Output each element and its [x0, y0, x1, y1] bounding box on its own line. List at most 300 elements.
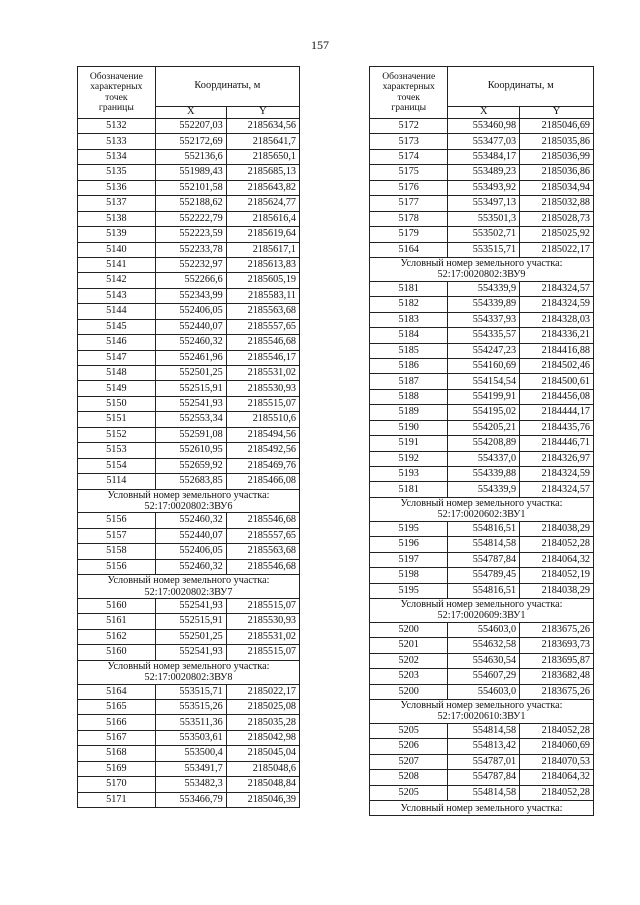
y-coordinate-cell: 2185510,6: [226, 412, 299, 427]
table-row: [78, 196, 300, 211]
y-coordinate-cell: 2185032,88: [520, 196, 594, 211]
land-plot-heading-label: Условный номер земельного участка:: [400, 497, 563, 509]
x-coordinate-cell: 554814,58: [448, 537, 520, 552]
point-id-cell: 5189: [370, 405, 448, 420]
point-id-cell: 5138: [78, 211, 156, 226]
point-id-cell: 5160: [78, 598, 156, 613]
point-id-cell: 5191: [370, 436, 448, 451]
table-row: [370, 227, 594, 242]
y-coordinate-cell: 2184038,29: [520, 521, 594, 536]
x-coordinate-cell: 552266,6: [155, 273, 226, 288]
coordinates-table-right: [369, 66, 594, 816]
y-coordinate-cell: 2185466,08: [226, 474, 299, 489]
point-id-cell: 5135: [78, 165, 156, 180]
table-row: [370, 389, 594, 404]
table-row: [370, 180, 594, 195]
table-row: [78, 211, 300, 226]
point-id-cell: 5186: [370, 358, 448, 373]
x-coordinate-cell: 553500,4: [155, 746, 226, 761]
point-id-cell: 5164: [78, 684, 156, 699]
x-coordinate-cell: 554787,84: [448, 770, 520, 785]
point-id-cell: 5202: [370, 653, 448, 668]
x-coordinate-cell: 552207,03: [155, 119, 226, 134]
land-plot-heading-label: Условный номер земельного участка:: [370, 801, 594, 816]
table-row: [78, 715, 300, 730]
x-coordinate-cell: 553497,13: [448, 196, 520, 211]
x-coordinate-cell: 552610,95: [155, 443, 226, 458]
x-coordinate-cell: 554154,54: [448, 374, 520, 389]
y-coordinate-cell: 2184070,53: [520, 754, 594, 769]
table-row: [370, 482, 594, 497]
y-coordinate-cell: 2185469,76: [226, 458, 299, 473]
header-point-label: [78, 67, 156, 119]
table-row: [78, 242, 300, 257]
point-id-cell: 5149: [78, 381, 156, 396]
point-id-cell: 5141: [78, 257, 156, 272]
y-coordinate-cell: 2184326,97: [520, 451, 594, 466]
x-coordinate-cell: 552406,05: [155, 544, 226, 559]
y-coordinate-cell: 2185048,6: [226, 761, 299, 776]
land-plot-heading: [370, 497, 594, 521]
header-coordinates-title: Координаты, м: [155, 67, 299, 107]
x-coordinate-cell: 554339,9: [448, 482, 520, 497]
x-coordinate-cell: 553482,3: [155, 777, 226, 792]
point-id-cell: 5157: [78, 528, 156, 543]
land-plot-number: 52:17:0020802:ЗВУ9: [437, 269, 526, 281]
land-plot-heading-label: Условный номер земельного участка:: [107, 489, 270, 501]
y-coordinate-cell: 2183695,87: [520, 653, 594, 668]
point-id-cell: 5195: [370, 521, 448, 536]
table-row: [370, 537, 594, 552]
y-coordinate-cell: 2185546,68: [226, 559, 299, 574]
y-coordinate-cell: 2185563,68: [226, 544, 299, 559]
land-plot-heading-label: Условный номер земельного участка:: [400, 257, 563, 269]
x-coordinate-cell: 552461,96: [155, 350, 226, 365]
point-id-cell: 5200: [370, 622, 448, 637]
x-coordinate-cell: 553501,3: [448, 211, 520, 226]
land-plot-heading: [370, 257, 594, 281]
y-coordinate-cell: 2184435,76: [520, 420, 594, 435]
point-id-cell: 5200: [370, 684, 448, 699]
y-coordinate-cell: 2184060,69: [520, 739, 594, 754]
y-coordinate-cell: 2184052,19: [520, 568, 594, 583]
point-id-cell: 5178: [370, 211, 448, 226]
x-coordinate-cell: 554205,21: [448, 420, 520, 435]
point-id-cell: 5171: [78, 792, 156, 807]
x-coordinate-cell: 553511,36: [155, 715, 226, 730]
x-coordinate-cell: 554603,0: [448, 622, 520, 637]
y-coordinate-cell: 2184052,28: [520, 785, 594, 800]
y-coordinate-cell: 2184064,32: [520, 552, 594, 567]
x-coordinate-cell: 554787,01: [448, 754, 520, 769]
table-row: [78, 149, 300, 164]
table-row: [78, 730, 300, 745]
point-id-cell: 5166: [78, 715, 156, 730]
x-coordinate-cell: 553515,71: [155, 684, 226, 699]
x-coordinate-cell: 552188,62: [155, 196, 226, 211]
x-coordinate-cell: 553493,92: [448, 180, 520, 195]
y-coordinate-cell: 2185515,07: [226, 598, 299, 613]
table-row: [370, 374, 594, 389]
point-id-cell: 5164: [370, 242, 448, 257]
table-row: [78, 443, 300, 458]
y-coordinate-cell: 2185022,17: [226, 684, 299, 699]
point-id-cell: 5173: [370, 134, 448, 149]
y-coordinate-cell: 2185617,1: [226, 242, 299, 257]
x-coordinate-cell: 552343,99: [155, 288, 226, 303]
point-id-cell: 5197: [370, 552, 448, 567]
table-row: [78, 645, 300, 660]
land-plot-heading-row: [78, 489, 300, 513]
header-label-line: характерных: [90, 81, 143, 93]
x-coordinate-cell: 554339,89: [448, 297, 520, 312]
point-id-cell: 5167: [78, 730, 156, 745]
land-plot-number: 52:17:0020602:ЗВУ1: [437, 509, 526, 521]
point-id-cell: 5208: [370, 770, 448, 785]
point-id-cell: 5144: [78, 304, 156, 319]
table-row: [370, 638, 594, 653]
table-row: [370, 739, 594, 754]
x-coordinate-cell: 554607,29: [448, 669, 520, 684]
point-id-cell: 5201: [370, 638, 448, 653]
land-plot-number: 52:17:0020802:ЗВУ6: [144, 500, 233, 512]
x-coordinate-cell: 553502,71: [448, 227, 520, 242]
table-row: [370, 552, 594, 567]
table-row: [78, 684, 300, 699]
point-id-cell: 5162: [78, 629, 156, 644]
x-coordinate-cell: 554787,84: [448, 552, 520, 567]
x-coordinate-cell: 554813,42: [448, 739, 520, 754]
table-row: [78, 366, 300, 381]
table-row: [370, 770, 594, 785]
table-row: [78, 396, 300, 411]
x-coordinate-cell: 552232,97: [155, 257, 226, 272]
table-row: [78, 761, 300, 776]
header-label-line: характерных: [382, 81, 435, 93]
table-row: [78, 273, 300, 288]
x-coordinate-cell: 554339,88: [448, 467, 520, 482]
y-coordinate-cell: 2185494,56: [226, 427, 299, 442]
x-coordinate-cell: 552683,85: [155, 474, 226, 489]
table-row: [370, 196, 594, 211]
point-id-cell: 5147: [78, 350, 156, 365]
y-coordinate-cell: 2184328,03: [520, 312, 594, 327]
table-row: [78, 474, 300, 489]
header-coordinates-title: Координаты, м: [448, 67, 594, 107]
table-row: [78, 777, 300, 792]
y-coordinate-cell: 2184456,08: [520, 389, 594, 404]
y-coordinate-cell: 2185530,93: [226, 614, 299, 629]
point-id-cell: 5181: [370, 482, 448, 497]
point-id-cell: 5140: [78, 242, 156, 257]
y-coordinate-cell: 2185515,07: [226, 645, 299, 660]
point-id-cell: 5143: [78, 288, 156, 303]
table-row: [370, 467, 594, 482]
table-row: [370, 358, 594, 373]
y-coordinate-cell: 2184336,21: [520, 328, 594, 343]
x-coordinate-cell: 552136,6: [155, 149, 226, 164]
land-plot-heading: [78, 489, 300, 513]
x-coordinate-cell: 551989,43: [155, 165, 226, 180]
land-plot-heading-row: [78, 660, 300, 684]
y-coordinate-cell: 2185042,98: [226, 730, 299, 745]
x-coordinate-cell: 553477,03: [448, 134, 520, 149]
y-coordinate-cell: 2184038,29: [520, 583, 594, 598]
x-coordinate-cell: 552659,92: [155, 458, 226, 473]
point-id-cell: 5134: [78, 149, 156, 164]
y-coordinate-cell: 2184324,57: [520, 281, 594, 296]
header-label-line: границы: [98, 101, 134, 113]
table-row: [78, 699, 300, 714]
x-coordinate-cell: 552501,25: [155, 366, 226, 381]
x-coordinate-cell: 552101,58: [155, 180, 226, 195]
y-coordinate-cell: 2185036,86: [520, 165, 594, 180]
y-coordinate-cell: 2185531,02: [226, 629, 299, 644]
point-id-cell: 5168: [78, 746, 156, 761]
y-coordinate-cell: 2185036,99: [520, 149, 594, 164]
x-coordinate-cell: 552440,07: [155, 528, 226, 543]
table-row: [78, 227, 300, 242]
point-id-cell: 5150: [78, 396, 156, 411]
y-coordinate-cell: 2184064,32: [520, 770, 594, 785]
land-plot-heading-row: [370, 598, 594, 622]
table-row: [370, 754, 594, 769]
table-row: [370, 312, 594, 327]
y-coordinate-cell: 2185046,69: [520, 119, 594, 134]
y-coordinate-cell: 2184500,61: [520, 374, 594, 389]
point-id-cell: 5152: [78, 427, 156, 442]
y-coordinate-cell: 2185624,77: [226, 196, 299, 211]
y-coordinate-cell: 2184446,71: [520, 436, 594, 451]
x-coordinate-cell: 552515,91: [155, 381, 226, 396]
point-id-cell: 5184: [370, 328, 448, 343]
point-id-cell: 5183: [370, 312, 448, 327]
table-row: [78, 350, 300, 365]
point-id-cell: 5198: [370, 568, 448, 583]
coordinates-table-left: [77, 66, 300, 808]
y-coordinate-cell: 2184444,17: [520, 405, 594, 420]
table-row: [370, 568, 594, 583]
y-coordinate-cell: 2185022,17: [520, 242, 594, 257]
x-coordinate-cell: 553503,61: [155, 730, 226, 745]
point-id-cell: 5161: [78, 614, 156, 629]
land-plot-heading-label: Условный номер земельного участка:: [107, 660, 270, 672]
x-coordinate-cell: 554247,23: [448, 343, 520, 358]
land-plot-heading-row: [370, 257, 594, 281]
land-plot-heading-label: Условный номер земельного участка:: [400, 598, 563, 610]
table-row: [78, 614, 300, 629]
y-coordinate-cell: 2185035,86: [520, 134, 594, 149]
x-coordinate-cell: 552541,93: [155, 645, 226, 660]
x-coordinate-cell: 554603,0: [448, 684, 520, 699]
point-id-cell: 5207: [370, 754, 448, 769]
table-row: [370, 723, 594, 738]
y-coordinate-cell: 2185531,02: [226, 366, 299, 381]
point-id-cell: 5174: [370, 149, 448, 164]
point-id-cell: 5185: [370, 343, 448, 358]
y-coordinate-cell: 2185583,11: [226, 288, 299, 303]
table-row: [370, 343, 594, 358]
table-row: [78, 544, 300, 559]
x-coordinate-cell: 553515,26: [155, 699, 226, 714]
point-id-cell: 5195: [370, 583, 448, 598]
x-coordinate-cell: 552222,79: [155, 211, 226, 226]
table-row: [78, 528, 300, 543]
header-y-label: Y: [226, 107, 299, 119]
x-coordinate-cell: 553491,7: [155, 761, 226, 776]
y-coordinate-cell: 2184324,59: [520, 297, 594, 312]
y-coordinate-cell: 2185546,17: [226, 350, 299, 365]
x-coordinate-cell: 554199,91: [448, 389, 520, 404]
point-id-cell: 5190: [370, 420, 448, 435]
y-coordinate-cell: 2185048,84: [226, 777, 299, 792]
y-coordinate-cell: 2184324,57: [520, 482, 594, 497]
y-coordinate-cell: 2185530,93: [226, 381, 299, 396]
point-id-cell: 5170: [78, 777, 156, 792]
table-row: [370, 583, 594, 598]
x-coordinate-cell: 552541,93: [155, 598, 226, 613]
land-plot-heading: [370, 699, 594, 723]
land-plot-heading: [78, 660, 300, 684]
point-id-cell: 5169: [78, 761, 156, 776]
y-coordinate-cell: 2184052,28: [520, 537, 594, 552]
x-coordinate-cell: 554337,93: [448, 312, 520, 327]
x-coordinate-cell: 554208,89: [448, 436, 520, 451]
land-plot-number: 52:17:0020609:ЗВУ1: [437, 610, 526, 622]
x-coordinate-cell: 553484,17: [448, 149, 520, 164]
y-coordinate-cell: 2184324,59: [520, 467, 594, 482]
y-coordinate-cell: 2185515,07: [226, 396, 299, 411]
table-row: [78, 746, 300, 761]
table-row: [78, 629, 300, 644]
y-coordinate-cell: 2185546,68: [226, 335, 299, 350]
table-row: [370, 785, 594, 800]
y-coordinate-cell: 2183675,26: [520, 684, 594, 699]
x-coordinate-cell: 552460,32: [155, 335, 226, 350]
point-id-cell: 5172: [370, 119, 448, 134]
x-coordinate-cell: 552515,91: [155, 614, 226, 629]
x-coordinate-cell: 554160,69: [448, 358, 520, 373]
x-coordinate-cell: 552172,69: [155, 134, 226, 149]
x-coordinate-cell: 552223,59: [155, 227, 226, 242]
y-coordinate-cell: 2185045,04: [226, 746, 299, 761]
land-plot-number: 52:17:0020802:ЗВУ7: [144, 586, 233, 598]
x-coordinate-cell: 554814,58: [448, 723, 520, 738]
land-plot-heading: [370, 598, 594, 622]
y-coordinate-cell: 2185563,68: [226, 304, 299, 319]
point-id-cell: 5139: [78, 227, 156, 242]
table-row: [370, 451, 594, 466]
table-row: [370, 165, 594, 180]
x-coordinate-cell: 554630,54: [448, 653, 520, 668]
x-coordinate-cell: 552440,07: [155, 319, 226, 334]
header-x-label: X: [155, 107, 226, 119]
x-coordinate-cell: 554632,58: [448, 638, 520, 653]
point-id-cell: 5203: [370, 669, 448, 684]
land-plot-heading-row: [370, 801, 594, 816]
y-coordinate-cell: 2185619,64: [226, 227, 299, 242]
land-plot-heading-label: Условный номер земельного участка:: [400, 699, 563, 711]
point-id-cell: 5175: [370, 165, 448, 180]
table-row: [370, 119, 594, 134]
y-coordinate-cell: 2185613,83: [226, 257, 299, 272]
table-row: [78, 381, 300, 396]
header-y-label: Y: [520, 107, 594, 119]
table-row: [78, 598, 300, 613]
y-coordinate-cell: 2185046,39: [226, 792, 299, 807]
point-id-cell: 5136: [78, 180, 156, 195]
y-coordinate-cell: 2183682,48: [520, 669, 594, 684]
point-id-cell: 5206: [370, 739, 448, 754]
y-coordinate-cell: 2185650,1: [226, 149, 299, 164]
table-row: [78, 792, 300, 807]
land-plot-heading-row: [370, 497, 594, 521]
y-coordinate-cell: 2185616,4: [226, 211, 299, 226]
table-row: [370, 684, 594, 699]
header-x-label: X: [448, 107, 520, 119]
point-id-cell: 5133: [78, 134, 156, 149]
table-row: [370, 281, 594, 296]
y-coordinate-cell: 2185025,92: [520, 227, 594, 242]
y-coordinate-cell: 2183675,26: [520, 622, 594, 637]
land-plot-heading-row: [78, 575, 300, 599]
y-coordinate-cell: 2184416,88: [520, 343, 594, 358]
x-coordinate-cell: 553460,98: [448, 119, 520, 134]
table-row: [78, 412, 300, 427]
table-row: [78, 458, 300, 473]
table-row: [78, 134, 300, 149]
y-coordinate-cell: 2185034,94: [520, 180, 594, 195]
point-id-cell: 5137: [78, 196, 156, 211]
table-row: [370, 297, 594, 312]
x-coordinate-cell: 552460,32: [155, 513, 226, 528]
x-coordinate-cell: 554339,9: [448, 281, 520, 296]
table-row: [78, 288, 300, 303]
x-coordinate-cell: 554789,45: [448, 568, 520, 583]
header-label-line: Обозначение: [89, 71, 143, 83]
header-label-line: точек: [397, 91, 420, 103]
table-row: [370, 420, 594, 435]
table-row: [78, 119, 300, 134]
table-row: [78, 180, 300, 195]
point-id-cell: 5153: [78, 443, 156, 458]
point-id-cell: 5193: [370, 467, 448, 482]
point-id-cell: 5205: [370, 723, 448, 738]
x-coordinate-cell: 552460,32: [155, 559, 226, 574]
x-coordinate-cell: 552541,93: [155, 396, 226, 411]
header-label-line: точек: [105, 91, 128, 103]
point-id-cell: 5114: [78, 474, 156, 489]
x-coordinate-cell: 552553,34: [155, 412, 226, 427]
table-row: [370, 436, 594, 451]
point-id-cell: 5160: [78, 645, 156, 660]
x-coordinate-cell: 553515,71: [448, 242, 520, 257]
point-id-cell: 5179: [370, 227, 448, 242]
land-plot-heading-row: [370, 699, 594, 723]
point-id-cell: 5181: [370, 281, 448, 296]
x-coordinate-cell: 553466,79: [155, 792, 226, 807]
y-coordinate-cell: 2185035,28: [226, 715, 299, 730]
table-row: [78, 257, 300, 272]
x-coordinate-cell: 554337,0: [448, 451, 520, 466]
x-coordinate-cell: 554195,02: [448, 405, 520, 420]
table-row: [370, 242, 594, 257]
point-id-cell: 5176: [370, 180, 448, 195]
header-label-line: Обозначение: [382, 71, 436, 83]
table-row: [370, 134, 594, 149]
point-id-cell: 5145: [78, 319, 156, 334]
y-coordinate-cell: 2185557,65: [226, 528, 299, 543]
